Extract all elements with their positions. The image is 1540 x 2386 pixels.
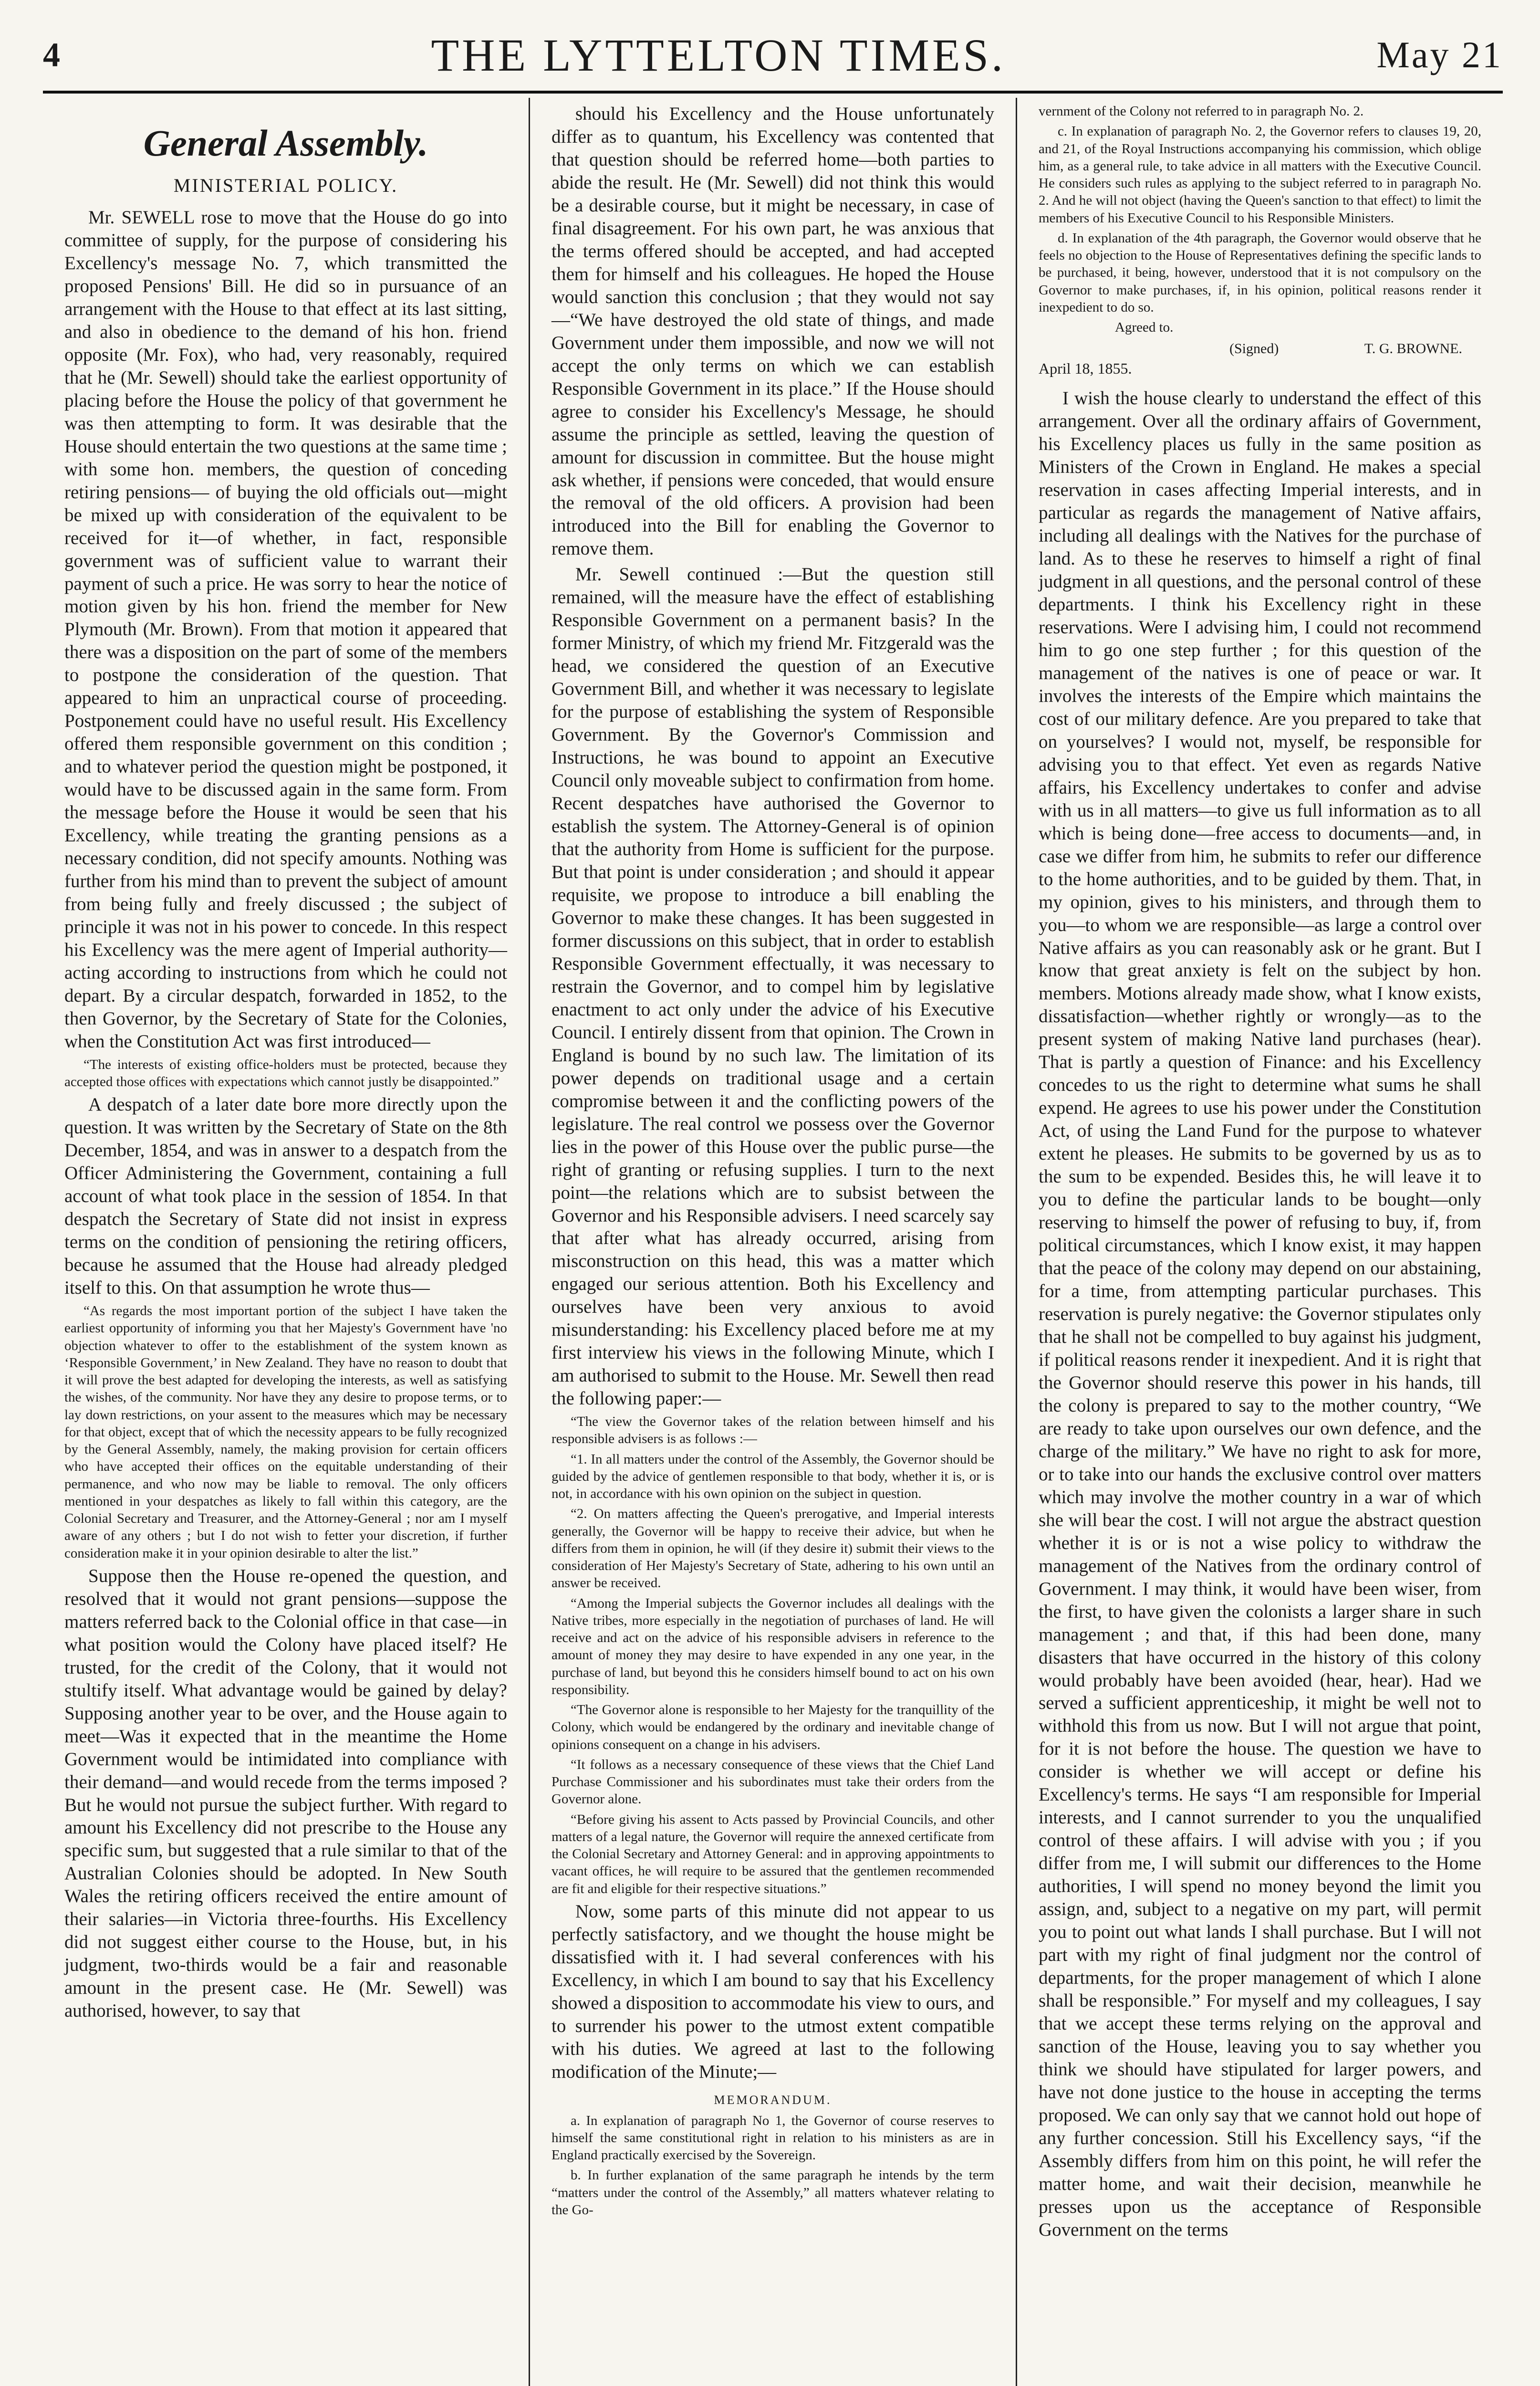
column-1 — [43, 98, 530, 2386]
quoted-despatch: “The interests of existing office-holders must be protected, because they accepted those offices with expectations which cannot justly be disappointed.” — [64, 1057, 507, 1090]
article-subheading: MINISTERIAL POLICY. — [173, 175, 398, 196]
paragraph: Now, some parts of this minute did not appear to us perfectly satisfactory, and we thought the house might be dissatisfied with it. I had several conferences with his Excellency, in which I am bound to say that his Excellency showed a disposition to accommodate his view to ours, and to surrender his power to the utmost extent compatible with his duties. We agreed at last to the following modification of the Minute;— — [551, 1901, 994, 2082]
minute-text: “The Governor alone is responsible to her Majesty for the tranquillity of the Colony, which would be endangered by the ordinary and inevitable change of opinions consequent on a change in his advisers. — [551, 1702, 994, 1752]
issue-date: May 21 — [1376, 34, 1503, 75]
article-columns — [43, 98, 1503, 2386]
minute-text: “Among the Imperial subjects the Governor includes all dealings with the Native tribes, more especially in the negotiation of purchases of land. He will receive and act on the advice of his responsible advisers in reference to the amount of money they may desire to have expended in any one year, in the purchase of land, but beyond this he considers himself bound to act on his own responsibility. — [551, 1595, 994, 1697]
memorandum-item: c. In explanation of paragraph No. 2, the Governor refers to clauses 19, 20, and 21, of the Royal Instructions accompanying his commission, which oblige him, as a general rule, to take advice in all matters with the Executive Council. He considers such rules as applying to the subject referred to in paragraph No. 2. And he will not object (having the Queen's sanction to that effect) to limit the members of his Executive Council to his Responsible Ministers. — [1039, 124, 1481, 226]
quoted-despatch: “As regards the most important portion of the subject I have taken the earliest opportunity of informing you that her Majesty's Government have 'no objection whatever to offer to the establishment of the system known as ‘Responsible Government,’ in New Zealand. They have no reason to doubt that it will prove the best adapted for developing the interests, as well as satisfying the wishes, of the community. Nor have they any desire to propose terms, or to lay down restrictions, on your assent to the measures which may be necessary for that object, except that of which the necessity appears to be fully recognized by the General Assembly, namely, the making provision for certain officers who have accepted their offices on the equitable understanding of their permanence, and who now may be liable to removal. The only officers mentioned in your despatches as likely to fall within this category, are the Colonial Secretary and Treasurer, and the Attorney-General ; nor am I myself aware of any others ; but I do not wish to fetter your discretion, if further consideration make it in your opinion desirable to alter the list.” — [64, 1303, 507, 1561]
paragraph: Mr. Sewell continued :—But the question still remained, will the measure have the effect of establishing Responsible Government on a permanent basis? In the former Ministry, of which my friend Mr. Fitzgerald was the head, we considered the question of an Executive Government Bill, and whether it was necessary to legislate for the purpose of establishing the system of Responsible Government. By the Governor's Commission and Instructions, he was bound to appoint an Executive Council only moveable subject to confirmation from home. Recent despatches have authorised the Governor to establish the system. The Attorney-General is of opinion that the authority from Home is sufficient for the purpose. But that point is under consideration ; and should it appear requisite, we propose to introduce a bill enabling the Governor to make these changes. It has been suggested in former discussions on this subject, that in order to establish Responsible Government effectually, it was necessary to restrain the Governor, and to compel him by legislative enactment to act only under the advice of his Executive Council. I entirely dissent from that opinion. The Crown in England is bound by no such law. The limitation of its power depends on traditional usage and a certain compromise between it and the conflicting powers of the legislature. The real control we possess over the Governor lies in the power of this House over the public purse—the right of granting or refusing supplies. I turn to the next point—the relations which are to subsist between the Governor and his Responsible advisers. I need scarcely say that after what has already occurred, arising from misconstruction on this head, this was a matter which engaged our serious attention. Both his Excellency and ourselves have been very anxious to avoid misunderstanding: his Excellency placed before me at my first interview his views in the following Minute, which I am authorised to submit to the House. Mr. Sewell then read the following paper:— — [551, 564, 994, 1409]
paragraph: should his Excellency and the House unfortunately differ as to quantum, his Excellency was contented that that question should be referred home—both parties to abide the result. He (Mr. Sewell) did not think this would be a desirable course, but it might be necessary, in case of final disagreement. For his own part, he was anxious that the terms offered should be accepted, and had accepted them for himself and his colleagues. He hoped the House would sanction this conclusion ; that they would not say—“We have destroyed the old state of things, and made Government under them impossible, and now we will not accept the only terms on which we can establish Responsible Government in its place.” If the House should agree to consider his Excellency's Message, he should assume the principle as settled, leaving the question of amount for discussion in committee. But the house might ask whether, if pensions were conceded, that would ensure the removal of the old officers. A provision had been introduced into the Bill for enabling the Governor to remove them. — [551, 104, 994, 559]
signatory-name: T. G. BROWNE. — [1364, 341, 1462, 357]
agreed-line: Agreed to. — [1115, 320, 1174, 335]
newspaper-title: THE LYTTELTON TIMES. — [431, 29, 1006, 81]
paragraph: Mr. SEWELL rose to move that the House do go into committee of supply, for the purpose of considering his Excellency's message No. 7, which transmitted the proposed Pensions' Bill. He did so in pursuance of an arrangement with the House to that effect at its last sitting, and also in obedience to the demand of his hon. friend opposite (Mr. Fox), who had, very reasonably, required that he (Mr. Sewell) should take the earliest opportunity of placing before the House the policy of that government he was then attempting to form. It was desirable that the House should entertain the two questions at the same time ; with some hon. members, the question of conceding retiring pensions— of buying the old officials out—might be mixed up with consideration of the equivalent to be received for it—of whether, in fact, responsible government was of sufficient value to warrant their payment of such a price. He was sorry to hear the notice of motion given by his hon. friend the member for New Plymouth (Mr. Brown). From that motion it appeared that there was a disposition on the part of some of the members to postpone the consideration of the question. That appeared to him an unpractical course of proceeding. Postponement could have no useful result. His Excellency offered them responsible government on this condition ; and to whatever period the question might be postponed, it would have to be discussed again in the same form. From the message before the House it would be seen that his Excellency, while treating the granting pensions as a necessary condition, did not specify amounts. Nothing was further from his mind than to prevent the subject of amount from being fully and freely discussed ; the subject of principle it was not in his power to concede. In this respect his Excellency was the mere agent of Imperial authority—acting according to instructions from which he could not depart. By a circular despatch, forwarded in 1852, to the then Governor, by the Secretary of State for the Colonies, when the Constitution Act was first introduced— — [64, 207, 507, 1052]
page-number: 4 — [43, 35, 60, 74]
memorandum-heading: MEMORANDUM. — [714, 2093, 832, 2107]
minute-text: “Before giving his assent to Acts passed by Provincial Councils, and other matters of a legal nature, the Governor will require the annexed certificate from the Colonial Secretary and Attorney General: and in approving appointments to vacant offices, he will require to be assured that the gentlemen recommended are fit and eligible for their respective situations.” — [551, 1811, 994, 1896]
memorandum-item: vernment of the Colony not referred to in paragraph No. 2. — [1039, 104, 1364, 119]
signed-label: (Signed) — [1229, 341, 1279, 357]
memorandum-item: d. In explanation of the 4th paragraph, the Governor would observe that he feels no objection to the House of Representatives defining the specific lands to be purchased, it being, however, understood that it is not compulsory on the Governor to make purchases, if, in his opinion, political reasons render it inexpedient to do so. — [1039, 230, 1481, 315]
minute-text: “2. On matters affecting the Queen's prerogative, and Imperial interests generally, the Governor will be happy to receive their advice, but when he differs from them in opinion, he will (if they desire it) submit their views to the consideration of Her Majesty's Secretary of State, adhering to his own until an answer be received. — [551, 1506, 994, 1591]
section-heading: General Assembly. — [143, 122, 428, 164]
masthead — [43, 19, 1503, 94]
memorandum-item: b. In further explanation of the same paragraph he intends by the term “matters under the control of the Assembly,” all matters whatever relating to the Go- — [551, 2167, 994, 2218]
column-3 — [1017, 98, 1503, 2386]
memorandum-item: a. In explanation of paragraph No 1, the Governor of course reserves to himself the same constitutional right in relation to his ministers as are in England practically exercised by the Sovereign. — [551, 2113, 994, 2163]
paragraph: Suppose then the House re-opened the question, and resolved that it would not grant pensions—suppose the matters referred back to the Colonial office in that case—in what position would the Colony have placed itself? He trusted, for the credit of the Colony, that it would not stultify itself. What advantage would be gained by delay? Supposing another year to be over, and the House again to meet—Was it expected that in the meantime the Home Government would be intimidated into compliance with their demand—and would recede from the terms imposed ? But he would not pursue the subject further. With regard to amount his Excellency did not prescribe to the House any specific sum, but suggested that a rule similar to that of the Australian Colonies should be adopted. In New South Wales the retiring officers received the entire amount of their salaries—in Victoria three-fourths. His Excellency did not suggest either course to the House, but, in his judgment, two-thirds would be a fair and reasonable amount in the present case. He (Mr. Sewell) was authorised, however, to say that — [64, 1565, 507, 2021]
column-2 — [530, 98, 1017, 2386]
signature-block — [1039, 341, 1481, 357]
paragraph: A despatch of a later date bore more directly upon the question. It was written by the Secretary of State on the 8th December, 1854, and was in answer to a despatch from the Officer Administering the Government, containing a full account of what took place in the session of 1854. In that despatch the Secretary of State did not insist in express terms on the condition of pensioning the retiring officers, because he assumed that the House had already pledged itself to this. On that assumption he wrote thus— — [64, 1094, 507, 1298]
minute-text: “It follows as a necessary consequence of these views that the Chief Land Purchase Commissioner and his subordinates must take their orders from the Governor alone. — [551, 1757, 994, 1807]
memorandum-date: April 18, 1855. — [1039, 360, 1132, 377]
minute-text: “1. In all matters under the control of the Assembly, the Governor should be guided by the advice of gentlemen responsible to that body, whether it is, or is not, in accordance with his own opinion on the subject in question. — [551, 1451, 994, 1502]
minute-text: “The view the Governor takes of the relation between himself and his responsible advisers is as follows :— — [551, 1414, 994, 1447]
paragraph: I wish the house clearly to understand the effect of this arrangement. Over all the ordinary affairs of Government, his Excellency places us fully in the same position as Ministers of the Crown in England. He makes a special reservation in cases affecting Imperial interests, and in particular as regards the management of Native affairs, including all dealings with the Natives for the purchase of land. As to these he reserves to himself a right of final judgment in all questions, and the personal control of these departments. I think his Excellency right in these reservations. Were I advising him, I could not recommend him to go one step further ; for this question of the management of the natives is one of peace or war. It involves the interests of the Empire which maintains the cost of our military defence. Are you prepared to take that on yourselves? I would not, myself, be responsible for advising you to that effect. Yet even as regards Native affairs, his Excellency undertakes to confer and advise with us in all matters—to give us full information as to all which is being done—free access to documents—and, in case we differ from him, he submits to refer our difference to the home authorities, and to be guided by them. That, in my opinion, gives to his ministers, and through them to you—to whom we are responsible—as large a control over Native affairs as you can reasonably ask or he grant. But I know that great anxiety is felt on the subject by hon. members. Motions already made show, what I know exists, dissatisfaction—whether rightly or wrongly—as to the present system of making Native land purchases (hear). That is partly a question of Finance: and his Excellency concedes to us the right to determine what sums he shall expend. He agrees to use his power under the Constitution Act, of using the Land Fund for the purpose to whatever extent he pleases. He submits to be governed by us as to the sum to be expended. Besides this, he will leave it to you to define the particular lands to be bought—only reserving to himself the power of refusing to buy, if, from political circumstances, which I know exist, it may happen that the peace of the colony may depend on our abstaining, for a time, from attempting particular purchases. This reservation is purely negative: the Governor stipulates only that he shall not be compelled to buy against his judgment, if political reasons render it inexpedient. And it is right that the Governor should reserve this power in his hands, till the colony is prepared to say to the mother country, “We are ready to take upon ourselves our own defence, and the charge of the military.” We have no right to ask for more, or to take into our hands the exclusive control over matters which may involve the mother country in a war of which she will bear the cost. I will not argue the abstract question whether it is or is not a wise policy to withdraw the management of the Natives from the ordinary control of Government. I may think, it would have been wiser, from the first, to have given the colonists a larger share in such management ; and that, if this had been done, many disasters that have occurred in the history of this colony would probably have been avoided (hear, hear). Had we served a sufficient apprenticeship, it might be well not to withhold this from us now. But I will not argue that point, for it is not before the house. The question we have to consider is whether we will accept or define his Excellency's terms. He says “I am responsible for Imperial interests, and I cannot surrender to you the unqualified control of these affairs. I will advise with you ; if you differ from me, I will submit our differences to the Home authorities, I will spend no money beyond the limit you assign, and, subject to a negative on my part, will permit you to point out what lands I shall purchase. But I will not part with my right of final judgment nor the control of departments, for the proper management of which I alone shall be responsible.” For myself and my colleagues, I say that we accept these terms relying on the approval and sanction of the House, leaving you to say whether you think we should have stipulated for larger powers, and have not done justice to the house in accepting the terms proposed. We can only say that we cannot hold out hope of any further concession. Still his Excellency says, “if the Assembly differs from him on this point, he will refer the matter home, and wait their decision, meanwhile he presses upon us the acceptance of Responsible Government on the terms — [1039, 388, 1481, 2240]
